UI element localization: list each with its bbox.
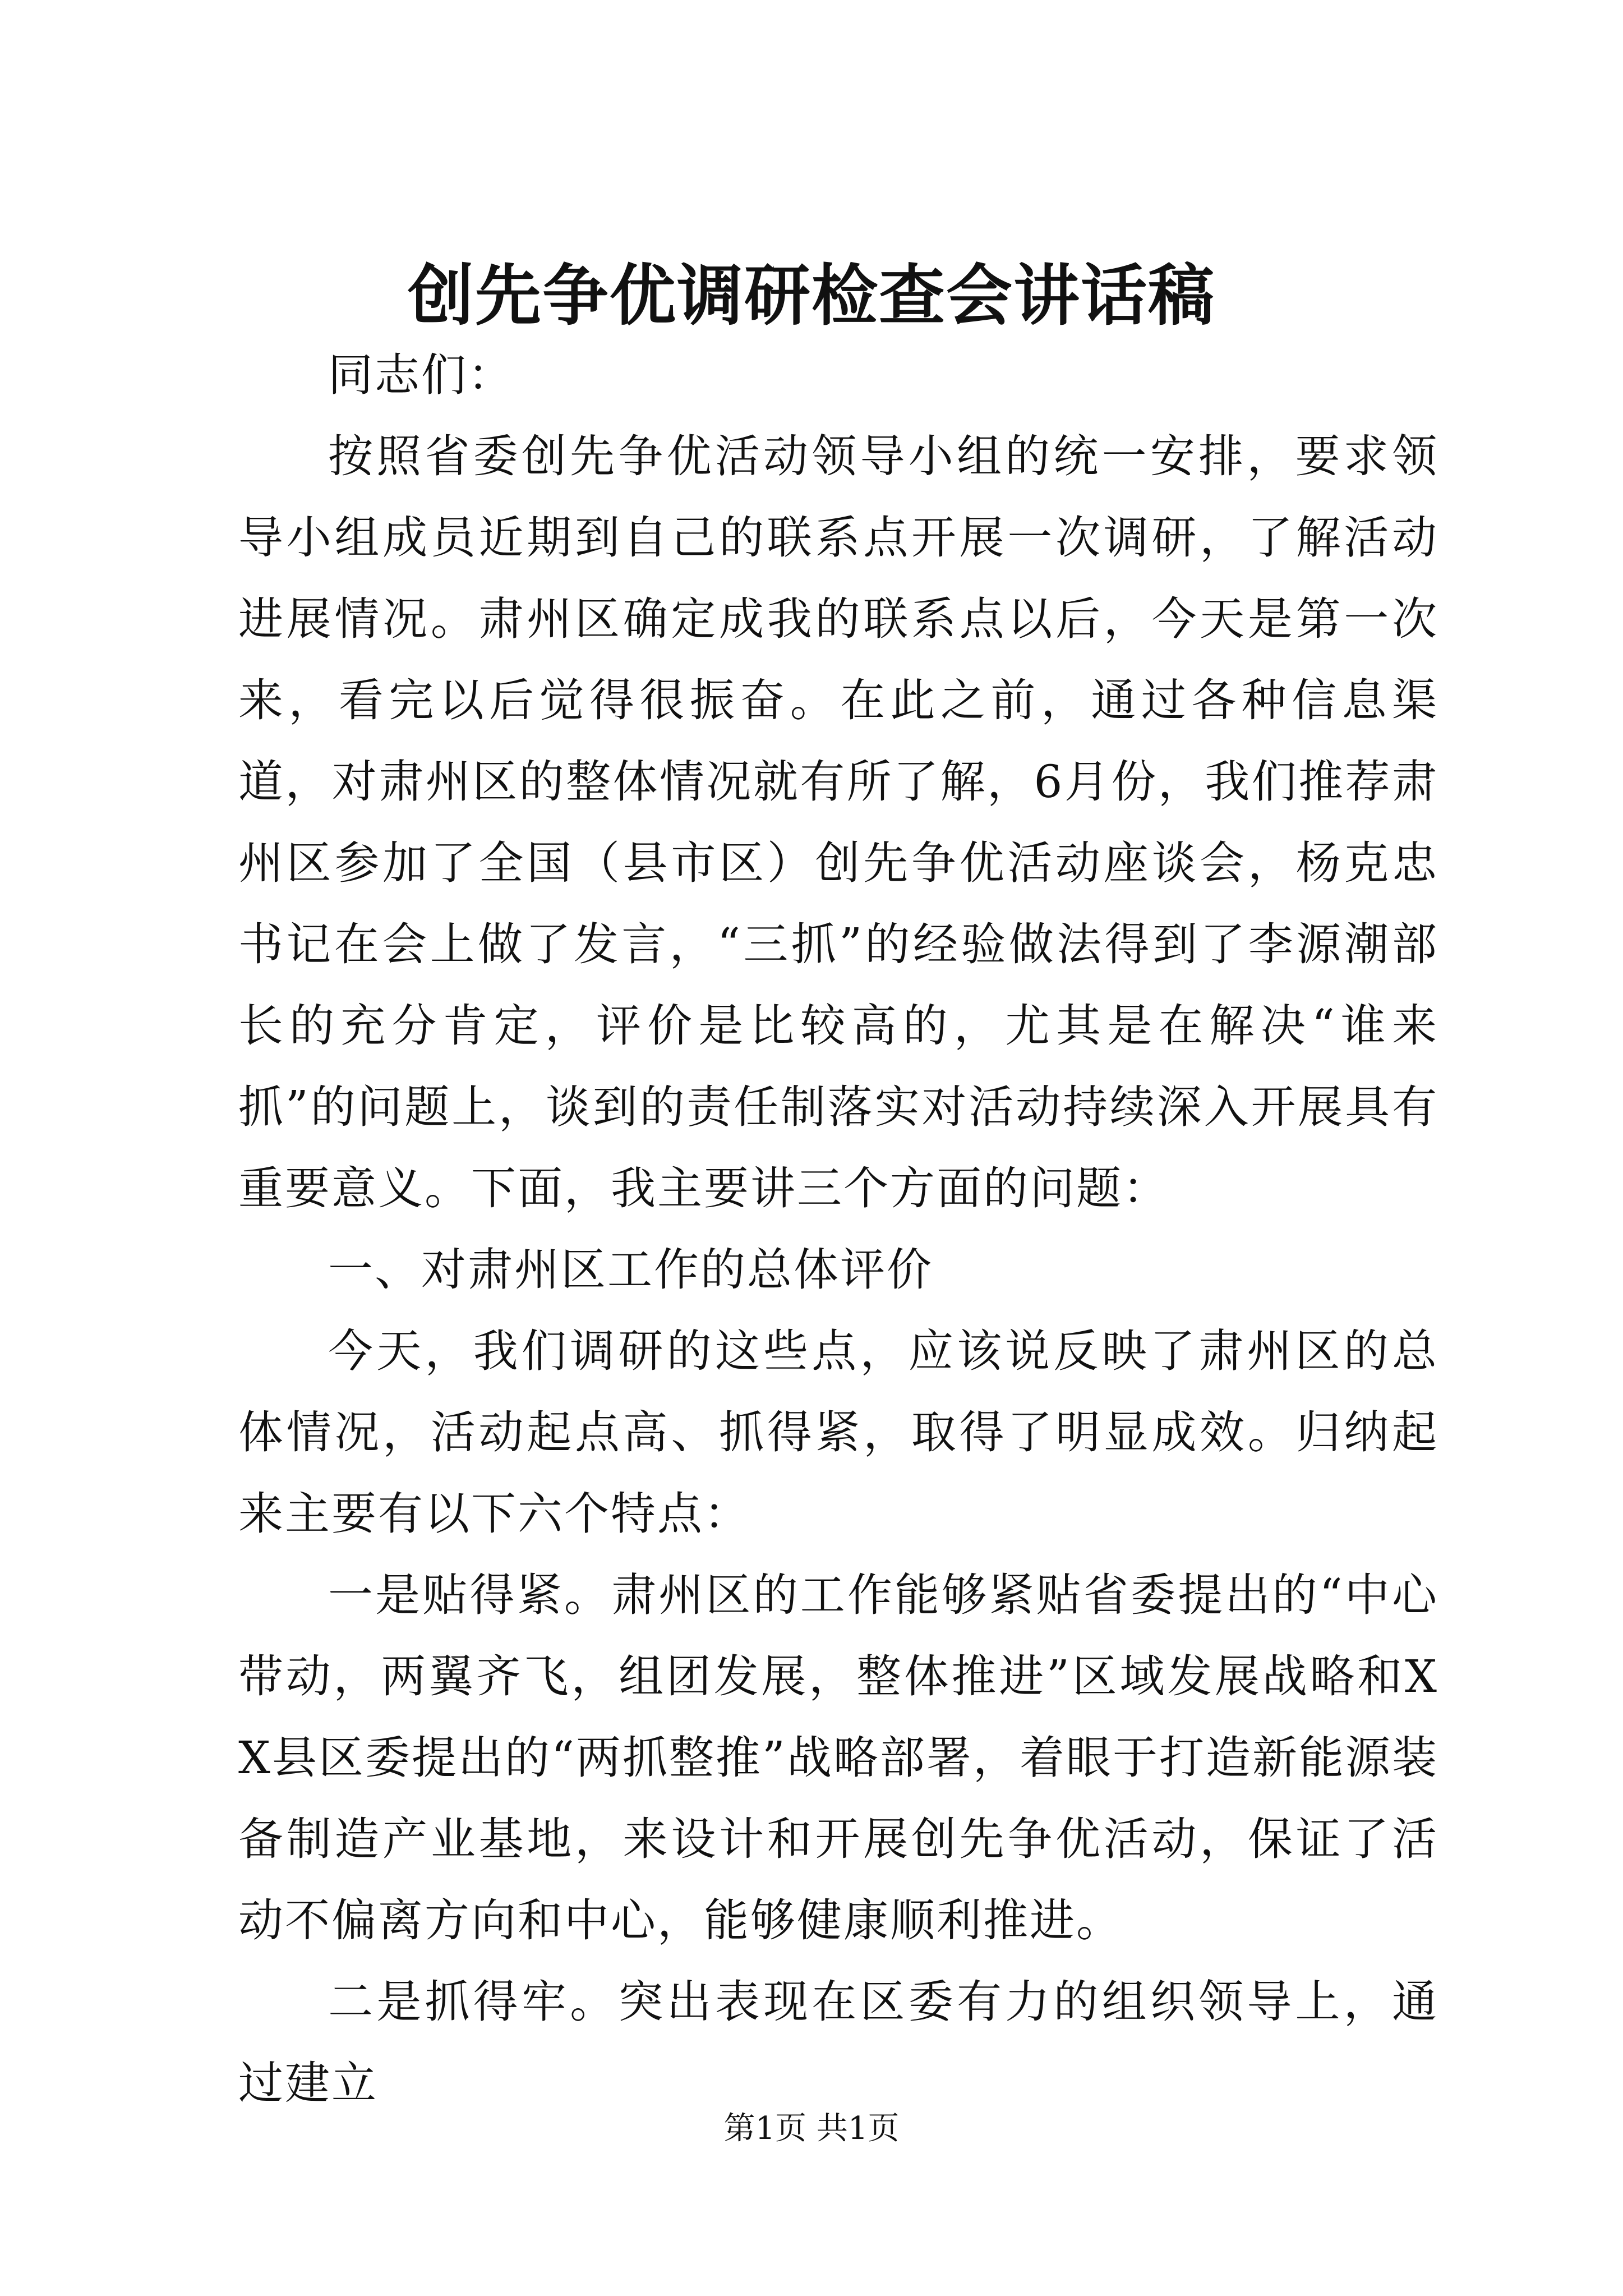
- feature-one-paragraph: 一是贴得紧。肃州区的工作能够紧贴省委提出的“中心带动，两翼齐飞，组团发展，整体推进”区域发展战略和XX县区委提出的“两抓整推”战略部署，着眼于打造新能源装备制造产业基地，来设计和开展创先争优活动，保证了活动不偏离方向和中心，能够健康顺利推进。: [238, 1569, 1438, 1947]
- feature-two-paragraph: 二是抓得牢。突出表现在区委有力的组织领导上，通过建立: [238, 1976, 1438, 2109]
- document-body: [238, 334, 1438, 2124]
- intro-paragraph: 按照省委创先争优活动领导小组的统一安排，要求领导小组成员近期到自己的联系点开展一次调研，了解活动进展情况。肃州区确定成我的联系点以后，今天是第一次来，看完以后觉得很振奋。在此之前，通过各种信息渠道，对肃州区的整体情况就有所了解，6月份，我们推荐肃州区参加了全国（县市区）创先争优活动座谈会，杨克忠书记在会上做了发言，“三抓”的经验做法得到了李源潮部长的充分肯定，评价是比较高的，尤其是在解决“谁来抓”的问题上，谈到的责任制落实对活动持续深入开展具有重要意义。下面，我主要讲三个方面的问题：: [238, 430, 1438, 1214]
- document-title: 创先争优调研检查会讲话稿: [407, 256, 1215, 334]
- section-heading: 一、对肃州区工作的总体评价: [328, 1244, 933, 1296]
- page-footer: 第1页 共1页: [723, 2110, 900, 2147]
- salutation-paragraph: 同志们：: [328, 349, 514, 401]
- evaluation-paragraph: 今天，我们调研的这些点，应该说反映了肃州区的总体情况，活动起点高、抓得紧，取得了明显成效。归纳起来主要有以下六个特点：: [238, 1325, 1438, 1540]
